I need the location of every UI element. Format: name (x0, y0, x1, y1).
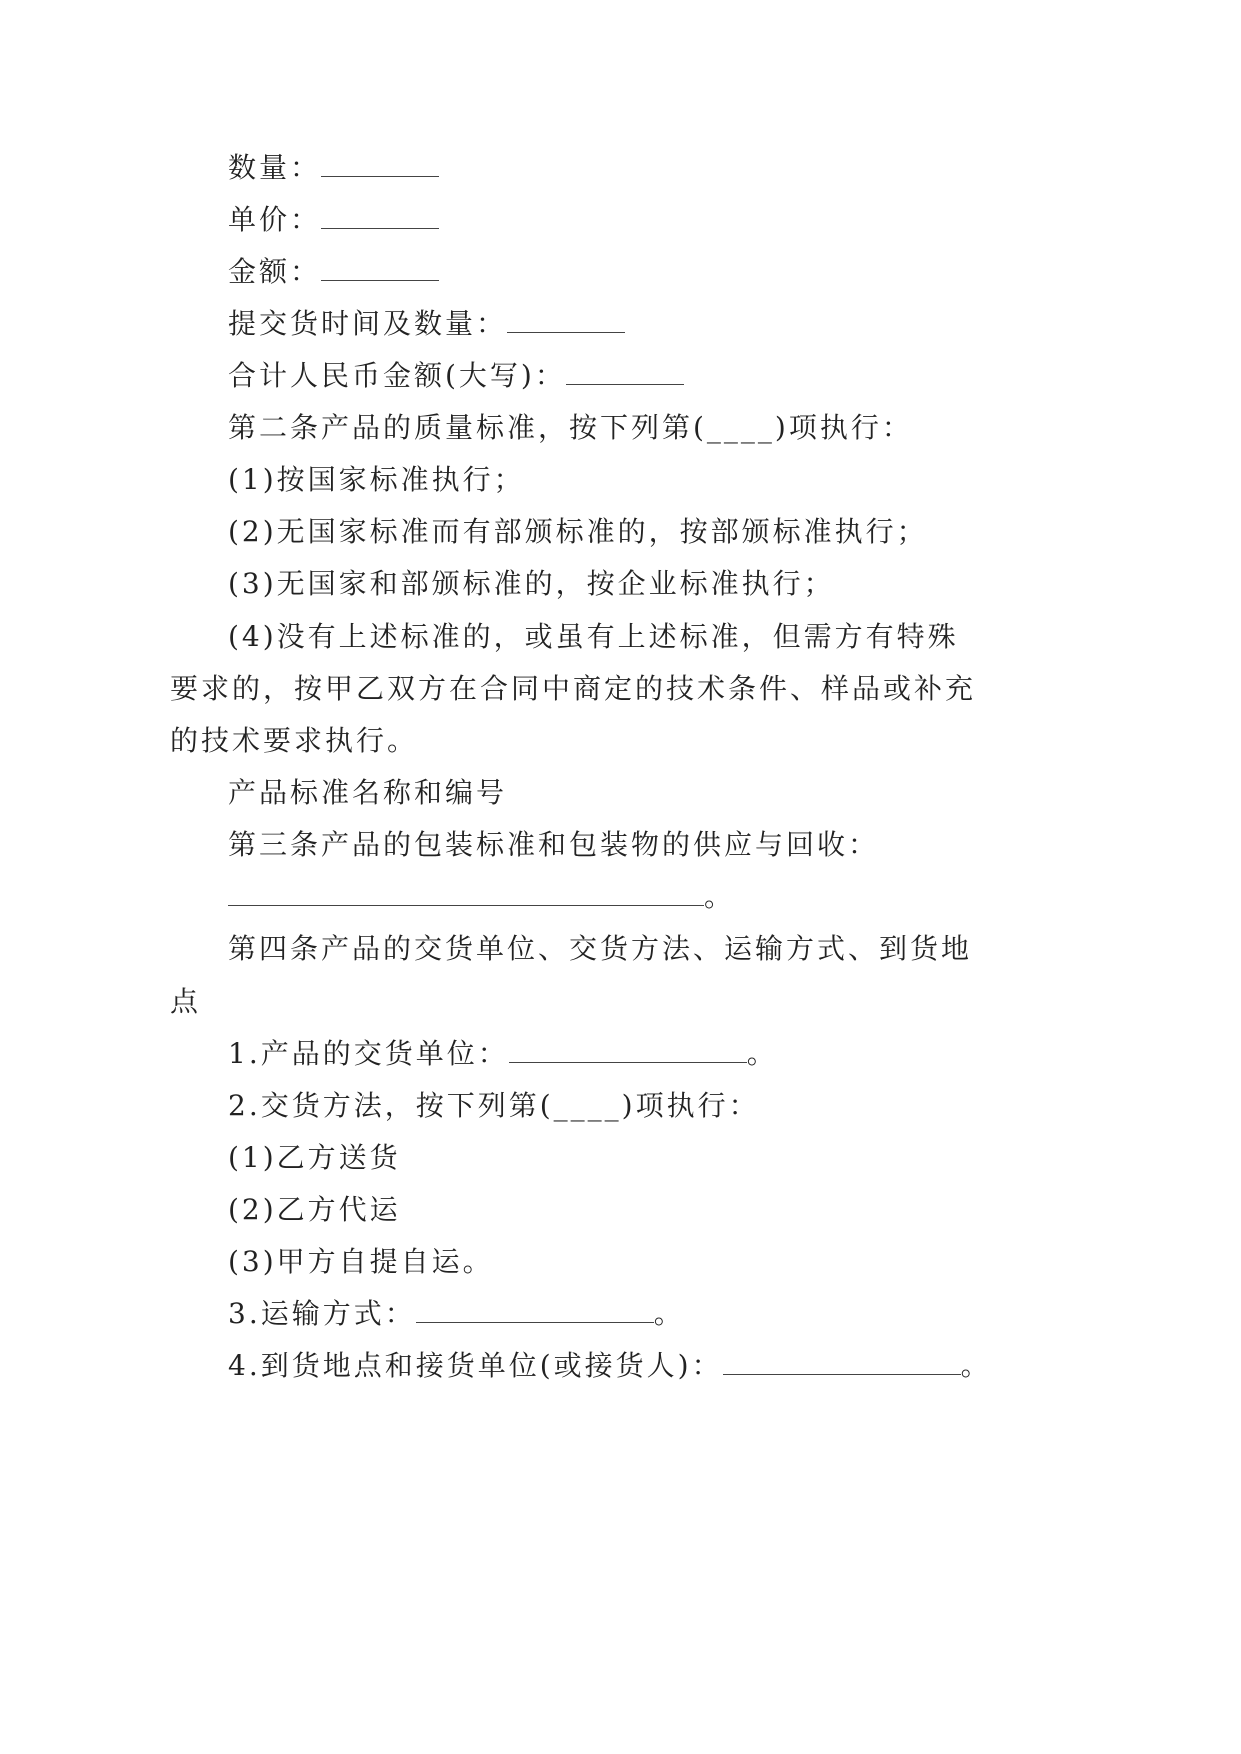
field-delivery-unit (170, 1038, 1008, 1070)
article-4-heading-line-1: 第四条产品的交货单位、交货方法、运输方式、到货地 (228, 932, 973, 965)
field-delivery-time-quantity (170, 308, 1008, 340)
field-label: 合计人民币金额(大写)： (228, 359, 566, 392)
line-end-punctuation: 。 (704, 880, 736, 913)
article-2-heading: 第二条产品的质量标准，按下列第(____)项执行： (228, 411, 913, 444)
fill-in-blank (321, 206, 439, 229)
line-end-punctuation: 。 (960, 1349, 992, 1382)
field-label: 3.运输方式： (228, 1297, 416, 1330)
field-amount (170, 256, 1008, 288)
article-2-item-3: (3)无国家和部颁标准的，按企业标准执行； (228, 567, 835, 600)
article-2-item-1: (1)按国家标准执行； (228, 463, 525, 496)
field-total-rmb-amount (170, 360, 1008, 392)
fill-in-blank (228, 883, 704, 906)
delivery-method-option-1: (1)乙方送货 (228, 1141, 401, 1174)
field-label: 1.产品的交货单位： (228, 1037, 509, 1070)
article-4-heading-line-2: 点 (170, 985, 202, 1018)
fill-in-blank (416, 1300, 654, 1323)
article-2-item-2: (2)无国家标准而有部颁标准的，按部颁标准执行； (228, 515, 928, 548)
delivery-method-option-3: (3)甲方自提自运。 (228, 1245, 494, 1278)
article-2-item-4-line-1: (4)没有上述标准的，或虽有上述标准，但需方有特殊 (228, 620, 959, 653)
fill-in-blank (509, 1040, 747, 1063)
field-label: 单价： (228, 203, 322, 236)
delivery-method-option-2: (2)乙方代运 (228, 1193, 401, 1226)
delivery-method-heading: 2.交货方法，按下列第(____)项执行： (228, 1089, 760, 1122)
article-2-item-4-line-2: 要求的，按甲乙双方在合同中商定的技术条件、样品或补充 (170, 672, 977, 705)
fill-in-blank (507, 310, 625, 333)
field-arrival-place-receiver (170, 1350, 1008, 1382)
article-3-heading: 第三条产品的包装标准和包装物的供应与回收： (228, 828, 880, 861)
article-2-item-4-line-3: 的技术要求执行。 (170, 724, 419, 757)
fill-in-blank (321, 258, 439, 281)
field-label: 金额： (228, 255, 322, 288)
field-unit-price (170, 204, 1008, 236)
field-label: 4.到货地点和接货单位(或接货人)： (228, 1349, 723, 1382)
fill-in-blank (723, 1352, 961, 1375)
fill-in-blank (566, 362, 684, 385)
product-standard-name-number: 产品标准名称和编号 (228, 776, 508, 809)
fill-in-blank (321, 154, 439, 177)
field-transport-mode (170, 1298, 1008, 1330)
line-end-punctuation: 。 (653, 1297, 685, 1330)
field-quantity (170, 152, 1008, 184)
field-label: 数量： (228, 151, 322, 184)
article-3-blank-line (170, 881, 1008, 913)
field-label: 提交货时间及数量： (228, 307, 508, 340)
line-end-punctuation: 。 (746, 1037, 778, 1070)
